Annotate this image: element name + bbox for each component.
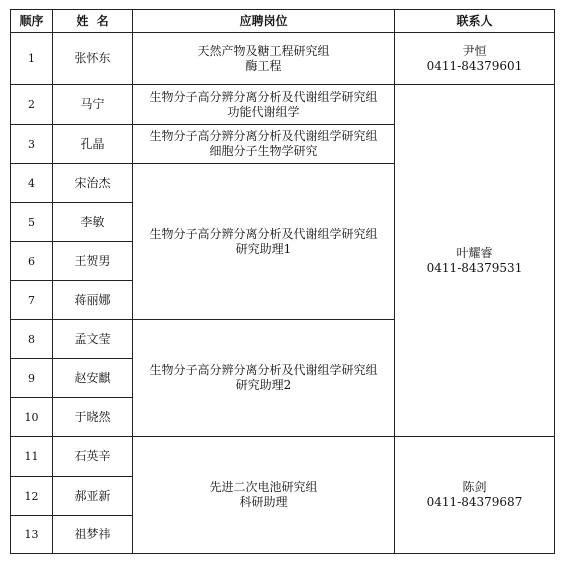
applicant-name: 张怀东 [53,33,133,85]
position-cell [133,33,395,85]
row-number: 13 [11,516,53,554]
applicant-name: 孔晶 [53,125,133,164]
contact-cell [395,85,555,437]
position-group: 天然产物及糖工程研究组 [197,43,330,58]
contact-name: 叶耀睿 [456,245,493,260]
contact-phone: 0411-84379531 [426,260,523,275]
position-role: 功能代谢组学 [227,104,300,119]
position-cell [133,125,395,164]
applicant-name: 祖梦祎 [53,516,133,554]
position-group: 生物分子高分辨分离分析及代谢组学研究组 [149,363,378,377]
contact-name: 陈剑 [462,480,487,494]
table-header-row [11,10,555,33]
row-number: 5 [11,203,53,242]
applicant-name: 孟文莹 [53,320,133,359]
row-number: 7 [11,281,53,320]
position-cell [133,164,395,320]
table-row [11,437,555,477]
header-position: 应聘岗位 [133,10,395,33]
applicant-name: 郝亚新 [53,477,133,516]
contact-cell [395,33,555,85]
row-number: 4 [11,164,53,203]
position-group: 先进二次电池研究组 [209,480,318,494]
table-row [11,85,555,125]
applicant-name: 石英辛 [53,437,133,477]
applicant-name: 宋治杰 [53,164,133,203]
contact-phone: 0411-84379601 [426,58,523,73]
position-role: 细胞分子生物学研究 [209,144,318,158]
applicant-name: 马宁 [53,85,133,125]
position-role: 酶工程 [245,58,282,73]
applicant-name: 李敏 [53,203,133,242]
position-role: 研究助理2 [235,378,292,392]
applicant-name: 于晓然 [53,398,133,437]
position-group: 生物分子高分辨分离分析及代谢组学研究组 [149,226,378,241]
contact-name: 尹恒 [462,43,487,58]
recruitment-table [10,9,555,554]
header-contact: 联系人 [395,10,555,33]
contact-cell [395,437,555,554]
position-cell [133,320,395,437]
row-number: 11 [11,437,53,477]
recruitment-table-wrapper [10,9,555,554]
row-number: 6 [11,242,53,281]
row-number: 3 [11,125,53,164]
header-name: 姓 名 [53,10,133,33]
applicant-name: 蒋丽娜 [53,281,133,320]
position-group: 生物分子高分辨分离分析及代谢组学研究组 [149,89,378,104]
position-cell [133,437,395,554]
position-role: 研究助理1 [235,241,292,256]
position-cell [133,85,395,125]
position-role: 科研助理 [239,495,288,509]
position-group: 生物分子高分辨分离分析及代谢组学研究组 [149,129,378,143]
row-number: 10 [11,398,53,437]
row-number: 1 [11,33,53,85]
row-number: 2 [11,85,53,125]
row-number: 8 [11,320,53,359]
table-row [11,33,555,85]
header-order: 顺序 [11,10,53,33]
row-number: 12 [11,477,53,516]
applicant-name: 王贺男 [53,242,133,281]
applicant-name: 赵安麒 [53,359,133,398]
row-number: 9 [11,359,53,398]
contact-phone: 0411-84379687 [426,495,523,509]
